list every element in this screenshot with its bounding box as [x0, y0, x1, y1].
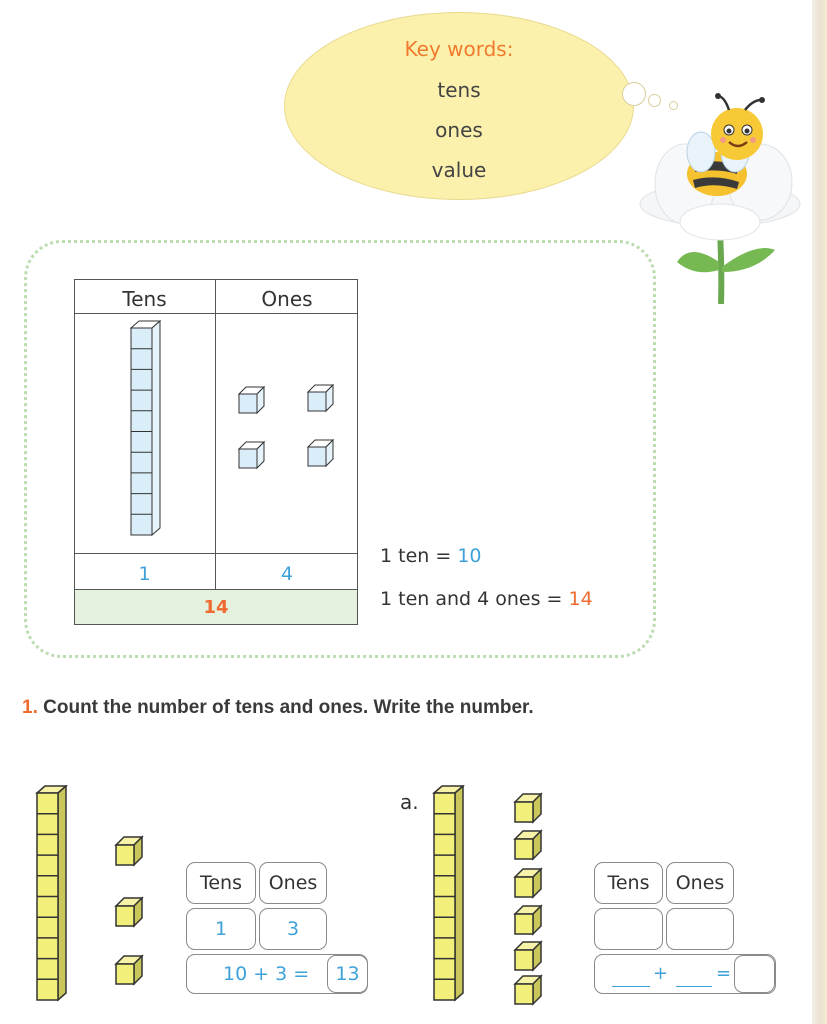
- ten-rod-yellow-icon: [33, 785, 69, 1005]
- unit-cube-yellow-icon: [113, 954, 145, 986]
- table-rule: [74, 313, 358, 314]
- worked-header-tens: Tens: [186, 862, 256, 904]
- ten-rod-icon: [127, 320, 163, 540]
- unit-cube-icon: [305, 383, 335, 413]
- exercise-blank-tens[interactable]: [612, 986, 650, 987]
- keyword-tens: tens: [437, 78, 481, 102]
- equation-text: 1 ten and 4 ones =: [380, 588, 569, 610]
- table-rule: [74, 589, 358, 590]
- question-heading: [22, 697, 534, 719]
- total-value: 14: [203, 597, 229, 618]
- exercise-blank-ones[interactable]: [676, 986, 712, 987]
- exercise-plus-sign: +: [653, 963, 669, 984]
- header-ones: Ones: [261, 287, 313, 311]
- worked-tens-value: 1: [186, 908, 256, 950]
- worked-header-ones: Ones: [259, 862, 327, 904]
- equation-answer: 10: [457, 545, 482, 567]
- equation-ten-and-ones: [380, 588, 593, 610]
- unit-cube-icon: [236, 440, 266, 470]
- keyword-value: value: [431, 158, 487, 182]
- ones-value: 4: [280, 563, 294, 585]
- unit-cube-yellow-icon: [512, 974, 544, 1006]
- tens-value: 1: [138, 563, 151, 585]
- keyword-ones: ones: [435, 118, 483, 142]
- worked-ones-value: 3: [259, 908, 327, 950]
- unit-cube-yellow-icon: [512, 904, 544, 936]
- unit-cube-yellow-icon: [512, 940, 544, 972]
- exercise-header-ones: Ones: [666, 862, 734, 904]
- keywords-title: Key words:: [404, 37, 514, 61]
- exercise-result-input[interactable]: [734, 955, 775, 993]
- equation-text: 1 ten =: [380, 545, 458, 567]
- worked-sum-expression: 10 + 3 =: [223, 963, 310, 985]
- equation-one-ten: [380, 545, 482, 567]
- exercise-ones-input[interactable]: [666, 908, 734, 950]
- exercise-equals-sign: =: [716, 963, 732, 984]
- table-rule: [74, 553, 358, 554]
- worked-result: 13: [327, 955, 368, 993]
- unit-cube-yellow-icon: [512, 792, 544, 824]
- header-tens: Tens: [122, 287, 167, 311]
- ten-rod-yellow-icon: [430, 785, 466, 1005]
- exercise-tens-input[interactable]: [594, 908, 663, 950]
- unit-cube-yellow-icon: [113, 896, 145, 928]
- unit-cube-icon: [305, 438, 335, 468]
- exercise-header-tens: Tens: [594, 862, 663, 904]
- question-number: 1.: [22, 697, 38, 718]
- question-text: Count the number of tens and ones. Write the number.: [43, 697, 534, 718]
- unit-cube-icon: [236, 385, 266, 415]
- exercise-a-label: a.: [400, 790, 419, 814]
- table-divider: [215, 279, 216, 589]
- unit-cube-yellow-icon: [113, 835, 145, 867]
- unit-cube-yellow-icon: [512, 867, 544, 899]
- equation-answer: 14: [568, 588, 593, 610]
- unit-cube-yellow-icon: [512, 829, 544, 861]
